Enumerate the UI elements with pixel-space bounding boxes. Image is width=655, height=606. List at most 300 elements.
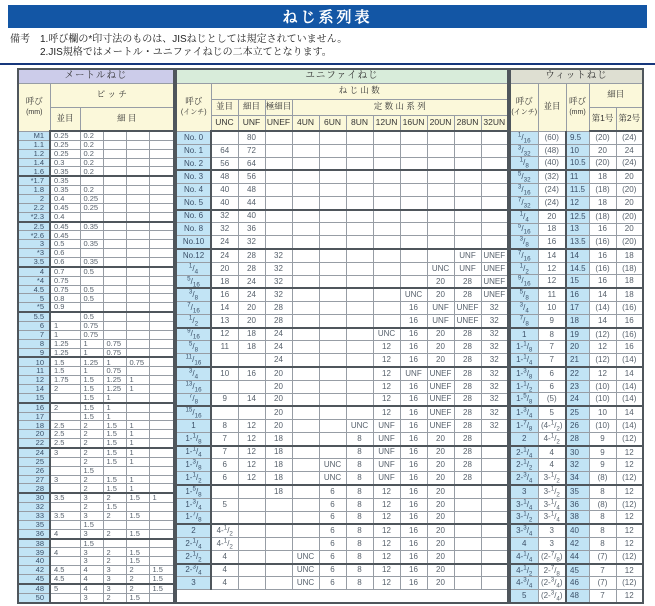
- value-cell: 0.45: [50, 203, 80, 212]
- value-cell: 0.8: [50, 294, 80, 303]
- row-label-cell: 2: [176, 524, 211, 537]
- table-row: [176, 498, 508, 511]
- value-cell: 1.5: [103, 503, 126, 512]
- row-label-cell: 24: [18, 448, 50, 457]
- table-row: [18, 367, 174, 376]
- value-cell: 0.5: [80, 312, 103, 321]
- value-cell: [149, 222, 174, 231]
- value-cell: 1: [103, 393, 126, 402]
- value-cell: 1.5: [149, 584, 174, 593]
- value-cell: 16: [400, 564, 427, 577]
- value-cell: [427, 183, 454, 196]
- value-cell: 32: [481, 367, 508, 380]
- value-cell: [427, 170, 454, 183]
- value-cell: 24: [265, 328, 292, 341]
- value-cell: 12.5: [566, 210, 589, 223]
- value-cell: 1.5: [103, 484, 126, 493]
- value-cell: [126, 140, 149, 149]
- value-cell: UNC: [427, 262, 454, 275]
- row-label-cell: 9: [18, 348, 50, 357]
- value-cell: 20: [211, 262, 238, 275]
- row-label-cell: 20: [18, 430, 50, 439]
- value-cell: [292, 301, 319, 314]
- value-cell: [126, 186, 149, 195]
- value-cell: (48): [538, 144, 566, 157]
- value-cell: [103, 222, 126, 231]
- row-label-cell: 3: [18, 240, 50, 249]
- value-cell: [319, 262, 346, 275]
- value-cell: (18): [616, 262, 643, 275]
- value-cell: [149, 249, 174, 258]
- value-cell: [149, 240, 174, 249]
- table-row: [176, 157, 508, 170]
- value-cell: 2: [126, 566, 149, 575]
- value-cell: [454, 157, 481, 170]
- value-cell: [265, 537, 292, 550]
- value-cell: [50, 466, 80, 475]
- table-row: [510, 262, 643, 275]
- value-cell: [265, 498, 292, 511]
- value-cell: [319, 328, 346, 341]
- value-cell: 8: [346, 551, 373, 564]
- whitworth-section-title: ウィットねじ: [510, 69, 643, 83]
- row-label-cell: $^3/_8$: [176, 288, 211, 301]
- value-cell: 18: [566, 314, 589, 327]
- value-cell: [238, 551, 265, 564]
- value-cell: UNEF: [427, 367, 454, 380]
- row-label-cell: 36: [18, 529, 50, 538]
- value-cell: [319, 249, 346, 262]
- value-cell: 0.5: [50, 240, 80, 249]
- table-row: [510, 144, 643, 157]
- value-cell: [454, 131, 481, 144]
- value-cell: [292, 341, 319, 354]
- value-cell: [149, 557, 174, 566]
- note-line-1: 1.呼び欄の*印寸法のものは、JISねじとしては規定されていません。: [40, 34, 348, 45]
- row-label-cell: 32: [18, 503, 50, 512]
- whitworth-nominal-inch-label: 呼び: [515, 96, 533, 107]
- value-cell: (16): [589, 262, 616, 275]
- table-row: [176, 380, 508, 393]
- value-cell: [103, 312, 126, 321]
- table-row: [510, 538, 643, 551]
- value-cell: $3-^1/_4$: [538, 511, 566, 524]
- value-cell: 6: [538, 367, 566, 380]
- table-row: [510, 550, 643, 563]
- table-row: [18, 186, 174, 195]
- row-label-cell: $1-^1/_2$: [176, 472, 211, 485]
- value-cell: 14: [566, 249, 589, 262]
- value-cell: 32: [566, 459, 589, 472]
- row-label-cell: No. 4: [176, 183, 211, 196]
- row-label-cell: $3-^1/_2$: [510, 511, 538, 524]
- value-cell: 20: [265, 393, 292, 406]
- row-label-cell: $^7/_{16}$: [510, 249, 538, 262]
- value-cell: [149, 484, 174, 493]
- value-cell: 6: [538, 380, 566, 393]
- value-cell: [346, 223, 373, 236]
- value-cell: 2: [103, 493, 126, 502]
- value-cell: 24: [566, 393, 589, 406]
- series-header-unf: UNF: [238, 115, 265, 131]
- value-cell: 14: [211, 301, 238, 314]
- value-cell: [126, 539, 149, 548]
- value-cell: UNEF: [454, 315, 481, 328]
- value-cell: UNF: [373, 459, 400, 472]
- table-row: [18, 539, 174, 548]
- table-row: [18, 412, 174, 421]
- value-cell: [103, 140, 126, 149]
- whitworth-nominal-inch-unit: (インチ): [511, 108, 538, 116]
- value-cell: 20: [616, 170, 643, 183]
- row-label-cell: $^3/_8$: [510, 236, 538, 249]
- value-cell: 2: [50, 384, 80, 393]
- table-row: [176, 301, 508, 314]
- value-cell: [454, 236, 481, 249]
- value-cell: [126, 367, 149, 376]
- value-cell: [292, 485, 319, 498]
- page-title: [8, 5, 647, 28]
- row-label-cell: 2: [510, 432, 538, 445]
- value-cell: 16: [400, 537, 427, 550]
- value-cell: [292, 223, 319, 236]
- value-cell: [292, 210, 319, 223]
- value-cell: [126, 222, 149, 231]
- row-label-cell: $1-^5/_8$: [176, 485, 211, 498]
- value-cell: 2: [80, 439, 103, 448]
- value-cell: (20): [616, 236, 643, 249]
- value-cell: [292, 328, 319, 341]
- value-cell: 12: [616, 485, 643, 498]
- value-cell: [346, 236, 373, 249]
- value-cell: [238, 537, 265, 550]
- value-cell: 16: [589, 223, 616, 236]
- value-cell: [149, 348, 174, 357]
- value-cell: 1.5: [80, 466, 103, 475]
- table-row: [18, 330, 174, 339]
- value-cell: [400, 236, 427, 249]
- row-label-cell: $2-^1/_2$: [510, 459, 538, 472]
- value-cell: [103, 276, 126, 285]
- table-row: [18, 493, 174, 502]
- value-cell: [346, 393, 373, 406]
- value-cell: 12: [616, 524, 643, 537]
- value-cell: [50, 412, 80, 421]
- value-cell: [149, 412, 174, 421]
- value-cell: [265, 183, 292, 196]
- value-cell: [126, 339, 149, 348]
- value-cell: [400, 223, 427, 236]
- value-cell: 28: [454, 275, 481, 288]
- value-cell: (32): [538, 170, 566, 183]
- value-cell: 16: [400, 301, 427, 314]
- value-cell: [319, 236, 346, 249]
- whitworth-fine-header: 細目: [589, 83, 643, 107]
- value-cell: 14: [589, 314, 616, 327]
- value-cell: [292, 393, 319, 406]
- row-label-cell: $1-^3/_4$: [510, 406, 538, 419]
- value-cell: 1.75: [50, 376, 80, 385]
- value-cell: [319, 223, 346, 236]
- value-cell: 0.2: [80, 149, 103, 158]
- value-cell: [126, 285, 149, 294]
- table-row: [176, 577, 508, 590]
- value-cell: 16: [400, 472, 427, 485]
- table-row: [18, 303, 174, 312]
- value-cell: [400, 210, 427, 223]
- value-cell: [481, 564, 508, 577]
- value-cell: [126, 158, 149, 167]
- whitworth-nominal-mm-label: 呼び: [568, 96, 586, 107]
- value-cell: 28: [454, 380, 481, 393]
- value-cell: [346, 380, 373, 393]
- whitworth-thread-table: [509, 68, 644, 604]
- value-cell: 42: [566, 538, 589, 551]
- value-cell: 6: [319, 524, 346, 537]
- table-row: [176, 537, 508, 550]
- value-cell: [481, 183, 508, 196]
- row-label-cell: 39: [18, 548, 50, 557]
- row-label-cell: $^1/_{16}$: [510, 131, 538, 144]
- value-cell: 18: [265, 485, 292, 498]
- table-row: [18, 439, 174, 448]
- row-label-cell: $^1/_2$: [510, 262, 538, 275]
- value-cell: 12: [373, 380, 400, 393]
- value-cell: 20: [427, 354, 454, 367]
- value-cell: [50, 593, 80, 603]
- value-cell: 1.5: [126, 529, 149, 538]
- value-cell: 0.35: [50, 186, 80, 195]
- metric-nominal-unit: (mm): [26, 108, 43, 116]
- value-cell: 1.5: [80, 384, 103, 393]
- value-cell: 18: [265, 472, 292, 485]
- value-cell: 20: [427, 485, 454, 498]
- value-cell: (14): [616, 354, 643, 367]
- value-cell: [454, 210, 481, 223]
- series-header-12un: 12UN: [373, 115, 400, 131]
- value-cell: 48: [238, 183, 265, 196]
- row-label-cell: *2.6: [18, 231, 50, 240]
- value-cell: 3: [538, 538, 566, 551]
- value-cell: 28: [238, 249, 265, 262]
- value-cell: 32: [265, 288, 292, 301]
- value-cell: 8: [346, 485, 373, 498]
- value-cell: 8: [346, 498, 373, 511]
- value-cell: [149, 257, 174, 266]
- value-cell: 3: [80, 529, 103, 538]
- row-label-cell: $1-^5/_8$: [510, 393, 538, 406]
- value-cell: [346, 406, 373, 419]
- value-cell: 0.6: [50, 249, 80, 258]
- value-cell: UNEF: [427, 419, 454, 432]
- value-cell: [149, 131, 174, 140]
- value-cell: 18: [265, 446, 292, 459]
- value-cell: 1.25: [50, 339, 80, 348]
- value-cell: 0.4: [50, 195, 80, 204]
- value-cell: [265, 223, 292, 236]
- value-cell: $3-^1/_2$: [538, 472, 566, 485]
- value-cell: 2: [80, 475, 103, 484]
- value-cell: 10: [566, 144, 589, 157]
- value-cell: [319, 367, 346, 380]
- value-cell: [481, 472, 508, 485]
- row-label-cell: 5.5: [18, 312, 50, 321]
- table-row: [18, 457, 174, 466]
- value-cell: 1.5: [50, 357, 80, 366]
- value-cell: [103, 231, 126, 240]
- table-row: [18, 511, 174, 520]
- value-cell: [149, 167, 174, 176]
- row-label-cell: $^9/_{16}$: [510, 275, 538, 288]
- value-cell: [319, 433, 346, 446]
- row-label-cell: 4: [18, 267, 50, 276]
- value-cell: [103, 303, 126, 312]
- value-cell: 0.2: [80, 140, 103, 149]
- row-label-cell: 2.2: [18, 203, 50, 212]
- notes: [10, 34, 655, 59]
- value-cell: 1: [149, 493, 174, 502]
- value-cell: 1.5: [103, 439, 126, 448]
- value-cell: [126, 195, 149, 204]
- table-row: [18, 257, 174, 266]
- value-cell: 28: [265, 315, 292, 328]
- value-cell: [149, 466, 174, 475]
- row-label-cell: $^{11}/_{16}$: [176, 354, 211, 367]
- value-cell: 12: [616, 511, 643, 524]
- value-cell: 1: [80, 367, 103, 376]
- value-cell: [481, 551, 508, 564]
- value-cell: [319, 144, 346, 157]
- value-cell: 8: [589, 511, 616, 524]
- value-cell: [126, 203, 149, 212]
- value-cell: 20: [265, 406, 292, 419]
- value-cell: [238, 485, 265, 498]
- unified-section-title: ユニファイねじ: [176, 69, 508, 83]
- separator-line: [0, 63, 655, 65]
- value-cell: [238, 511, 265, 524]
- value-cell: [400, 131, 427, 144]
- value-cell: 21: [566, 354, 589, 367]
- row-label-cell: No. 3: [176, 170, 211, 183]
- value-cell: 0.25: [50, 131, 80, 140]
- value-cell: [427, 210, 454, 223]
- row-label-cell: 40: [18, 557, 50, 566]
- value-cell: UNEF: [481, 275, 508, 288]
- metric-thread-table: [17, 68, 175, 604]
- value-cell: 0.75: [50, 276, 80, 285]
- value-cell: 12: [373, 524, 400, 537]
- value-cell: 28: [454, 472, 481, 485]
- value-cell: 56: [211, 157, 238, 170]
- value-cell: 3: [80, 493, 103, 502]
- value-cell: 5: [211, 498, 238, 511]
- table-row: [176, 183, 508, 196]
- value-cell: 16: [400, 498, 427, 511]
- value-cell: 18: [589, 170, 616, 183]
- value-cell: UNF: [373, 433, 400, 446]
- value-cell: 64: [238, 157, 265, 170]
- value-cell: 20: [589, 144, 616, 157]
- table-row: [176, 564, 508, 577]
- value-cell: 48: [566, 590, 589, 603]
- row-label-cell: $^7/_{16}$: [176, 301, 211, 314]
- row-label-cell: 18: [18, 421, 50, 430]
- row-label-cell: 50: [18, 593, 50, 603]
- value-cell: (14): [589, 302, 616, 315]
- row-label-cell: $1-^7/_8$: [176, 511, 211, 524]
- value-cell: 5: [50, 584, 80, 593]
- value-cell: 12: [616, 459, 643, 472]
- row-label-cell: 7: [18, 330, 50, 339]
- whitworth-fine-no1-header: 第1号: [589, 107, 616, 131]
- value-cell: [292, 183, 319, 196]
- value-cell: 12: [616, 538, 643, 551]
- value-cell: [149, 511, 174, 520]
- whitworth-fine-no2-header: 第2号: [616, 107, 643, 131]
- value-cell: [454, 197, 481, 210]
- row-label-cell: 4.5: [18, 285, 50, 294]
- value-cell: 9: [589, 446, 616, 459]
- value-cell: 30: [566, 446, 589, 459]
- series-header-28un: 28UN: [454, 115, 481, 131]
- row-label-cell: No. 0: [176, 131, 211, 144]
- table-row: [510, 184, 643, 197]
- table-row: [18, 131, 174, 140]
- row-label-cell: $1-^1/_2$: [510, 380, 538, 393]
- table-row: [510, 524, 643, 537]
- value-cell: 28: [454, 433, 481, 446]
- row-label-cell: 6: [18, 322, 50, 331]
- table-row: [176, 288, 508, 301]
- value-cell: 16: [211, 288, 238, 301]
- value-cell: [454, 551, 481, 564]
- table-row: [18, 403, 174, 412]
- value-cell: 12: [238, 459, 265, 472]
- value-cell: 6: [319, 485, 346, 498]
- row-label-cell: 17: [18, 412, 50, 421]
- value-cell: 20: [265, 419, 292, 432]
- table-row: [176, 328, 508, 341]
- value-cell: 16: [238, 367, 265, 380]
- value-cell: 6: [211, 472, 238, 485]
- value-cell: 16: [400, 524, 427, 537]
- value-cell: 3: [50, 475, 80, 484]
- value-cell: 0.35: [80, 222, 103, 231]
- row-label-cell: $1-^1/_8$: [510, 341, 538, 354]
- value-cell: [126, 231, 149, 240]
- value-cell: [211, 380, 238, 393]
- value-cell: 32: [211, 223, 238, 236]
- value-cell: [481, 197, 508, 210]
- value-cell: [149, 529, 174, 538]
- value-cell: 1.5: [80, 520, 103, 529]
- value-cell: 1: [126, 430, 149, 439]
- metric-table-body: [18, 131, 174, 603]
- value-cell: 0.35: [50, 176, 80, 185]
- value-cell: 28: [454, 341, 481, 354]
- value-cell: 12: [211, 328, 238, 341]
- value-cell: 16: [589, 275, 616, 288]
- row-label-cell: *5: [18, 303, 50, 312]
- value-cell: $(2-^3/_4)$: [538, 590, 566, 603]
- value-cell: 46: [566, 577, 589, 590]
- row-label-cell: $2-^3/_4$: [176, 564, 211, 577]
- value-cell: [427, 131, 454, 144]
- value-cell: 0.75: [80, 330, 103, 339]
- value-cell: 0.4: [50, 212, 80, 221]
- value-cell: [103, 520, 126, 529]
- value-cell: 22: [566, 367, 589, 380]
